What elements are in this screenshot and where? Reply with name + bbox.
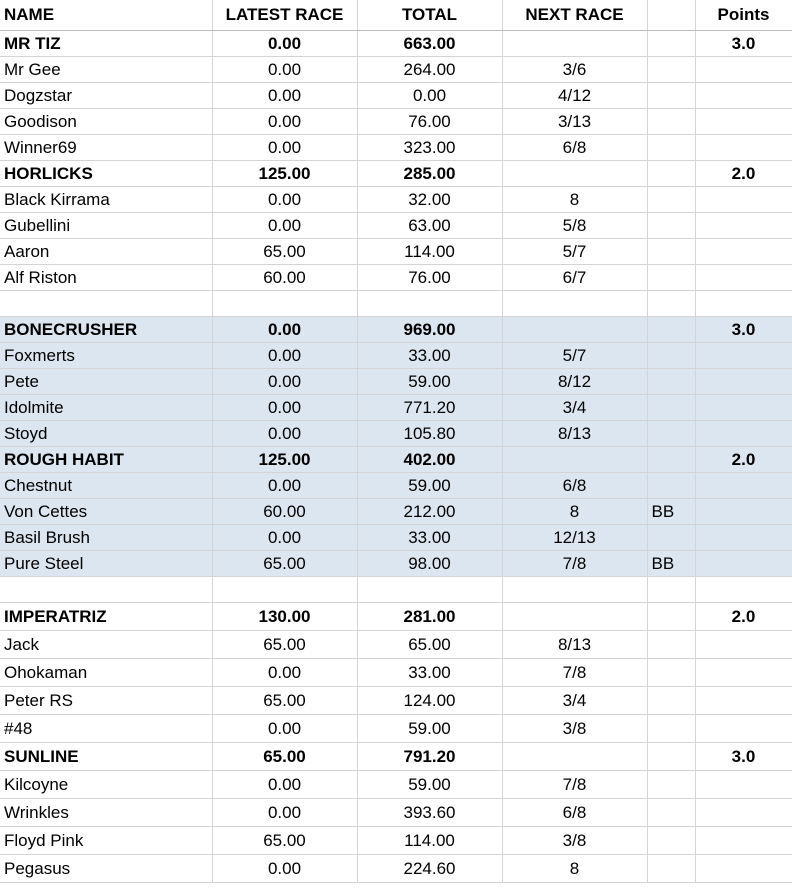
- points-cell: [695, 82, 792, 108]
- next-race-cell: 6/8: [502, 472, 647, 498]
- team-row: [0, 316, 792, 342]
- member-name: Dogzstar: [0, 82, 212, 108]
- latest-race-cell: 65.00: [212, 826, 357, 854]
- total-cell: 0.00: [357, 82, 502, 108]
- note-cell: [647, 238, 695, 264]
- latest-race-cell: 0.00: [212, 212, 357, 238]
- total-cell: 124.00: [357, 686, 502, 714]
- member-name: Basil Brush: [0, 524, 212, 550]
- table-header: [0, 0, 792, 30]
- member-row: [0, 854, 792, 882]
- note-cell: [647, 524, 695, 550]
- next-race-cell: 5/7: [502, 342, 647, 368]
- latest-race-cell: 125.00: [212, 446, 357, 472]
- total-cell: 59.00: [357, 770, 502, 798]
- empty-cell: [647, 576, 695, 602]
- latest-race-cell: 0.00: [212, 186, 357, 212]
- member-name: Chestnut: [0, 472, 212, 498]
- total-cell: 285.00: [357, 160, 502, 186]
- team-name: HORLICKS: [0, 160, 212, 186]
- points-cell: [695, 186, 792, 212]
- total-cell: 76.00: [357, 264, 502, 290]
- spacer-row: [0, 576, 792, 602]
- next-race-cell: [502, 160, 647, 186]
- points-cell: 3.0: [695, 742, 792, 770]
- note-cell: [647, 658, 695, 686]
- total-cell: 771.20: [357, 394, 502, 420]
- note-cell: [647, 394, 695, 420]
- latest-race-cell: 0.00: [212, 714, 357, 742]
- member-row: [0, 56, 792, 82]
- note-cell: [647, 82, 695, 108]
- next-race-cell: 12/13: [502, 524, 647, 550]
- latest-race-cell: 0.00: [212, 82, 357, 108]
- empty-cell: [0, 290, 212, 316]
- total-cell: 33.00: [357, 658, 502, 686]
- next-race-cell: 3/8: [502, 826, 647, 854]
- member-row: [0, 472, 792, 498]
- total-cell: 402.00: [357, 446, 502, 472]
- next-race-cell: 3/8: [502, 714, 647, 742]
- note-cell: [647, 212, 695, 238]
- note-cell: [647, 316, 695, 342]
- total-cell: 791.20: [357, 742, 502, 770]
- total-cell: 323.00: [357, 134, 502, 160]
- latest-race-cell: 0.00: [212, 394, 357, 420]
- note-cell: [647, 630, 695, 658]
- next-race-cell: [502, 446, 647, 472]
- latest-race-cell: 65.00: [212, 686, 357, 714]
- points-cell: [695, 342, 792, 368]
- next-race-cell: 8/13: [502, 420, 647, 446]
- points-cell: [695, 394, 792, 420]
- member-name: Pete: [0, 368, 212, 394]
- member-name: Pegasus: [0, 854, 212, 882]
- next-race-cell: 8: [502, 498, 647, 524]
- note-cell: [647, 342, 695, 368]
- member-name: Foxmerts: [0, 342, 212, 368]
- next-race-cell: 8: [502, 186, 647, 212]
- latest-race-cell: 0.00: [212, 770, 357, 798]
- total-cell: 59.00: [357, 368, 502, 394]
- points-cell: [695, 134, 792, 160]
- empty-cell: [695, 576, 792, 602]
- next-race-cell: 7/8: [502, 770, 647, 798]
- points-cell: [695, 798, 792, 826]
- member-row: [0, 498, 792, 524]
- total-cell: 264.00: [357, 56, 502, 82]
- header-next-race: NEXT RACE: [502, 0, 647, 30]
- header-total: TOTAL: [357, 0, 502, 30]
- next-race-cell: 6/7: [502, 264, 647, 290]
- points-cell: [695, 264, 792, 290]
- empty-cell: [502, 290, 647, 316]
- note-cell: [647, 368, 695, 394]
- team-row: [0, 160, 792, 186]
- latest-race-cell: 125.00: [212, 160, 357, 186]
- member-name: Wrinkles: [0, 798, 212, 826]
- latest-race-cell: 0.00: [212, 854, 357, 882]
- points-cell: [695, 56, 792, 82]
- points-cell: [695, 368, 792, 394]
- member-row: [0, 394, 792, 420]
- points-cell: [695, 854, 792, 882]
- latest-race-cell: 60.00: [212, 498, 357, 524]
- total-cell: 281.00: [357, 602, 502, 630]
- header-row: [0, 0, 792, 30]
- team-name: ROUGH HABIT: [0, 446, 212, 472]
- next-race-cell: 5/7: [502, 238, 647, 264]
- member-row: [0, 658, 792, 686]
- total-cell: 63.00: [357, 212, 502, 238]
- points-cell: [695, 658, 792, 686]
- total-cell: 59.00: [357, 714, 502, 742]
- note-cell: [647, 714, 695, 742]
- latest-race-cell: 0.00: [212, 798, 357, 826]
- team-row: [0, 602, 792, 630]
- member-row: [0, 798, 792, 826]
- note-cell: [647, 264, 695, 290]
- member-row: [0, 714, 792, 742]
- member-name: Mr Gee: [0, 56, 212, 82]
- note-cell: [647, 160, 695, 186]
- member-name: Ohokaman: [0, 658, 212, 686]
- empty-cell: [502, 576, 647, 602]
- points-cell: 3.0: [695, 30, 792, 56]
- latest-race-cell: 65.00: [212, 742, 357, 770]
- total-cell: 105.80: [357, 420, 502, 446]
- total-cell: 114.00: [357, 238, 502, 264]
- latest-race-cell: 0.00: [212, 316, 357, 342]
- member-row: [0, 630, 792, 658]
- total-cell: 98.00: [357, 550, 502, 576]
- team-name: SUNLINE: [0, 742, 212, 770]
- points-cell: [695, 420, 792, 446]
- next-race-cell: 7/8: [502, 550, 647, 576]
- note-cell: [647, 742, 695, 770]
- next-race-cell: [502, 602, 647, 630]
- spacer-row: [0, 290, 792, 316]
- member-row: [0, 238, 792, 264]
- latest-race-cell: 130.00: [212, 602, 357, 630]
- member-row: [0, 108, 792, 134]
- total-cell: 65.00: [357, 630, 502, 658]
- total-cell: 393.60: [357, 798, 502, 826]
- latest-race-cell: 0.00: [212, 108, 357, 134]
- next-race-cell: [502, 30, 647, 56]
- next-race-cell: 3/4: [502, 686, 647, 714]
- points-cell: [695, 550, 792, 576]
- member-row: [0, 826, 792, 854]
- points-cell: [695, 630, 792, 658]
- note-cell: [647, 854, 695, 882]
- next-race-cell: 5/8: [502, 212, 647, 238]
- latest-race-cell: 0.00: [212, 134, 357, 160]
- member-name: Jack: [0, 630, 212, 658]
- member-name: Von Cettes: [0, 498, 212, 524]
- empty-cell: [647, 290, 695, 316]
- team-row: [0, 742, 792, 770]
- member-name: Peter RS: [0, 686, 212, 714]
- note-cell: [647, 472, 695, 498]
- team-name: MR TIZ: [0, 30, 212, 56]
- header-name: NAME: [0, 0, 212, 30]
- empty-cell: [212, 290, 357, 316]
- member-name: Winner69: [0, 134, 212, 160]
- table-body: [0, 30, 792, 882]
- team-name: BONECRUSHER: [0, 316, 212, 342]
- points-cell: [695, 472, 792, 498]
- member-name: Alf Riston: [0, 264, 212, 290]
- total-cell: 114.00: [357, 826, 502, 854]
- next-race-cell: 6/8: [502, 134, 647, 160]
- latest-race-cell: 0.00: [212, 56, 357, 82]
- next-race-cell: 8/13: [502, 630, 647, 658]
- points-cell: [695, 212, 792, 238]
- member-name: Floyd Pink: [0, 826, 212, 854]
- member-row: [0, 368, 792, 394]
- note-cell: [647, 420, 695, 446]
- next-race-cell: 4/12: [502, 82, 647, 108]
- total-cell: 33.00: [357, 524, 502, 550]
- member-row: [0, 770, 792, 798]
- empty-cell: [695, 290, 792, 316]
- points-cell: [695, 238, 792, 264]
- note-cell: [647, 826, 695, 854]
- latest-race-cell: 0.00: [212, 30, 357, 56]
- next-race-cell: [502, 316, 647, 342]
- member-name: Aaron: [0, 238, 212, 264]
- member-name: Goodison: [0, 108, 212, 134]
- latest-race-cell: 65.00: [212, 238, 357, 264]
- latest-race-cell: 60.00: [212, 264, 357, 290]
- points-cell: [695, 524, 792, 550]
- note-cell: [647, 56, 695, 82]
- total-cell: 212.00: [357, 498, 502, 524]
- next-race-cell: 8/12: [502, 368, 647, 394]
- points-cell: [695, 770, 792, 798]
- latest-race-cell: 0.00: [212, 472, 357, 498]
- next-race-cell: 8: [502, 854, 647, 882]
- member-name: Pure Steel: [0, 550, 212, 576]
- latest-race-cell: 65.00: [212, 630, 357, 658]
- empty-cell: [357, 576, 502, 602]
- latest-race-cell: 0.00: [212, 368, 357, 394]
- member-row: [0, 686, 792, 714]
- note-cell: [647, 770, 695, 798]
- points-cell: 3.0: [695, 316, 792, 342]
- member-name: Gubellini: [0, 212, 212, 238]
- next-race-cell: 3/6: [502, 56, 647, 82]
- header-points: Points: [695, 0, 792, 30]
- total-cell: 76.00: [357, 108, 502, 134]
- latest-race-cell: 65.00: [212, 550, 357, 576]
- member-name: #48: [0, 714, 212, 742]
- total-cell: 969.00: [357, 316, 502, 342]
- member-row: [0, 524, 792, 550]
- points-cell: [695, 686, 792, 714]
- member-row: [0, 550, 792, 576]
- total-cell: 33.00: [357, 342, 502, 368]
- empty-cell: [0, 576, 212, 602]
- note-cell: [647, 798, 695, 826]
- latest-race-cell: 0.00: [212, 342, 357, 368]
- empty-cell: [212, 576, 357, 602]
- note-cell: [647, 186, 695, 212]
- note-cell: [647, 108, 695, 134]
- total-cell: 59.00: [357, 472, 502, 498]
- latest-race-cell: 0.00: [212, 658, 357, 686]
- points-cell: [695, 826, 792, 854]
- member-row: [0, 264, 792, 290]
- member-name: Idolmite: [0, 394, 212, 420]
- points-cell: [695, 108, 792, 134]
- header-latest-race: LATEST RACE: [212, 0, 357, 30]
- latest-race-cell: 0.00: [212, 420, 357, 446]
- next-race-cell: 3/13: [502, 108, 647, 134]
- member-name: Kilcoyne: [0, 770, 212, 798]
- member-name: Black Kirrama: [0, 186, 212, 212]
- total-cell: 224.60: [357, 854, 502, 882]
- points-cell: [695, 498, 792, 524]
- note-cell: BB: [647, 550, 695, 576]
- member-row: [0, 420, 792, 446]
- member-row: [0, 186, 792, 212]
- note-cell: [647, 446, 695, 472]
- member-row: [0, 212, 792, 238]
- note-cell: [647, 134, 695, 160]
- empty-cell: [357, 290, 502, 316]
- points-cell: 2.0: [695, 446, 792, 472]
- header-note: [647, 0, 695, 30]
- member-row: [0, 342, 792, 368]
- next-race-cell: 6/8: [502, 798, 647, 826]
- note-cell: [647, 30, 695, 56]
- points-cell: [695, 714, 792, 742]
- next-race-cell: 3/4: [502, 394, 647, 420]
- member-row: [0, 134, 792, 160]
- team-row: [0, 446, 792, 472]
- note-cell: BB: [647, 498, 695, 524]
- total-cell: 663.00: [357, 30, 502, 56]
- team-row: [0, 30, 792, 56]
- note-cell: [647, 602, 695, 630]
- points-cell: 2.0: [695, 160, 792, 186]
- note-cell: [647, 686, 695, 714]
- next-race-cell: [502, 742, 647, 770]
- member-row: [0, 82, 792, 108]
- total-cell: 32.00: [357, 186, 502, 212]
- team-name: IMPERATRIZ: [0, 602, 212, 630]
- member-name: Stoyd: [0, 420, 212, 446]
- next-race-cell: 7/8: [502, 658, 647, 686]
- latest-race-cell: 0.00: [212, 524, 357, 550]
- points-cell: 2.0: [695, 602, 792, 630]
